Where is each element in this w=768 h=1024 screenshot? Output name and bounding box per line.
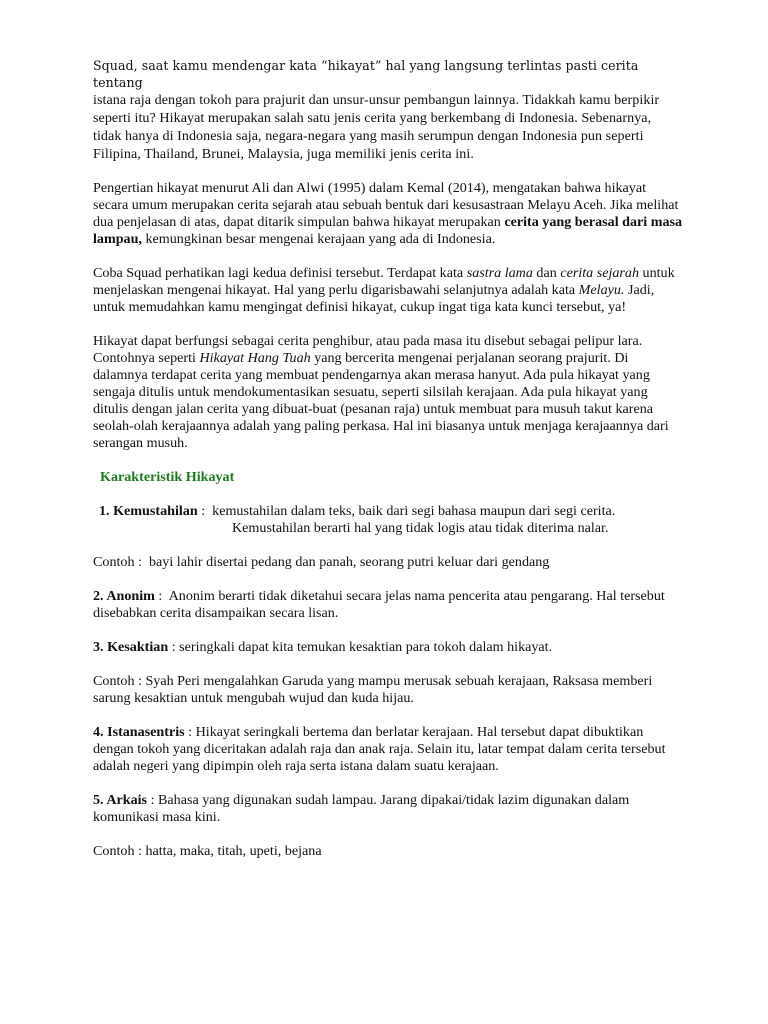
definition-text: Pengertian hikayat menurut Ali dan Alwi (1995) dalam Kemal (2014), mengatakan bahwa hikayat secara umum merupakan cerita sejarah atau sebuah bentuk dari kesusastraan Melayu Aceh. Jika melihat dua penjelasan di atas, dapat ditarik simpulan bahwa hikayat merupakan (93, 180, 679, 230)
characteristic-item-3 (93, 639, 683, 656)
item-3-label: 3. Kesaktian (93, 639, 169, 655)
definition-text-end: kemungkinan besar mengenai kerajaan yang ada di Indonesia. (145, 231, 496, 247)
item-5-label: 5. Arkais (93, 792, 148, 808)
characteristic-item-1 (93, 503, 683, 537)
document-page (93, 57, 683, 860)
keywords-text-c: untuk menjelaskan mengenai hikayat. Hal yang perlu digarisbawahi selanjutnya adalah kata (93, 265, 675, 298)
function-text-b: yang bercerita mengenai perjalanan seorang prajurit. Di dalamnya terdapat cerita yang membuat pendengarnya akan merasa hanyut. Ada pula hikayat yang sengaja ditulis untuk mendokumentasikan sesuatu, seperti silsilah kerajaan. Ada pula hikayat yang ditulis dengan jalan cerita yang dibuat-buat (pesanan raja) untuk membuat para musuh takut karena seolah-olah kerajaannya adalah yang paling perkasa. Hal ini biasanya untuk menjaga kerajaannya dari serangan musuh. (93, 350, 669, 451)
definition-bold: cerita yang berasal dari masa lampau, (93, 214, 683, 247)
intro-rest: istana raja dengan tokoh para prajurit dan unsur-unsur pembangun lainnya. Tidakkah kamu berpikir seperti itu? Hikayat merupakan salah satu jenis cerita yang berkembang di Indonesia. Sebenarnya, tidak hanya di Indonesia saja, negara-negara yang masih serumpun dengan Indonesia pun seperti Filipina, Thailand, Brunei, Malaysia, juga memiliki jenis cerita ini. (93, 92, 660, 162)
keywords-text-b: dan (536, 265, 557, 281)
keywords-text-a: Coba Squad perhatikan lagi kedua definisi tersebut. Terdapat kata (93, 265, 464, 281)
definition-paragraph (93, 180, 683, 248)
intro-first-line: Squad, saat kamu mendengar kata “hikayat” hal yang langsung terlintas pasti cerita tentang (93, 58, 639, 90)
characteristic-item-4 (93, 724, 683, 775)
function-text-a: Hikayat dapat berfungsi sebagai cerita penghibur, atau pada masa itu disebut sebagai pelipur lara. Contohnya seperti (93, 333, 643, 366)
example-1: Contoh : bayi lahir disertai pedang dan panah, seorang putri keluar dari gendang (93, 554, 550, 570)
item-4-separator: : (184, 724, 196, 740)
example-5: Contoh : hatta, maka, titah, upeti, bejana (93, 843, 322, 859)
characteristic-item-2 (93, 588, 683, 622)
item-3-separator: : (168, 639, 180, 655)
item-5-separator: : (147, 792, 159, 808)
keywords-paragraph (93, 265, 683, 316)
item-1-text-continued: Kemustahilan berarti hal yang tidak logis atau tidak diterima nalar. (232, 520, 609, 536)
item-3-text: seringkali dapat kita temukan kesaktian para tokoh dalam hikayat. (179, 639, 553, 655)
characteristic-item-5 (93, 792, 683, 826)
item-4-label: 4. Istanasentris (93, 724, 185, 740)
function-paragraph (93, 333, 683, 452)
item-2-text: Anonim berarti tidak diketahui secara jelas nama pencerita atau pengarang. Hal tersebut disebabkan cerita disampaikan secara lisan. (93, 588, 665, 621)
item-4-text: Hikayat seringkali bertema dan berlatar kerajaan. Hal tersebut dapat dibuktikan dengan tokoh yang diceritakan adalah raja dan anak raja. Selain itu, latar tempat dalam cerita tersebut adalah negeri yang dipimpin oleh raja serta istana dalam suatu kerajaan. (93, 724, 666, 774)
keyword-sastra-lama: sastra lama (466, 265, 533, 281)
item-1-separator: : (197, 503, 213, 519)
item-5-text: Bahasa yang digunakan sudah lampau. Jarang dipakai/tidak lazim digunakan dalam komunikasi masa kini. (93, 792, 630, 825)
keyword-cerita-sejarah: cerita sejarah (560, 265, 639, 281)
hikayat-hang-tuah: Hikayat Hang Tuah (199, 350, 311, 366)
item-1-label: 1. Kemustahilan (99, 503, 198, 519)
keywords-text-d: Jadi, untuk memudahkan kamu mengingat definisi hikayat, cukup ingat tiga kata kunci tersebut, ya! (93, 282, 655, 315)
section-heading: Karakteristik Hikayat (100, 469, 235, 485)
intro-paragraph (93, 57, 683, 163)
item-2-separator: : (154, 588, 169, 604)
keyword-melayu: Melayu. (578, 282, 625, 298)
item-1-text: kemustahilan dalam teks, baik dari segi bahasa maupun dari segi cerita. (212, 503, 616, 519)
item-2-label: 2. Anonim (93, 588, 155, 604)
example-3: Contoh : Syah Peri mengalahkan Garuda yang mampu merusak sebuah kerajaan, Raksasa memberi sarung kesaktian untuk mengubah wujud dan kuda hijau. (93, 673, 653, 706)
